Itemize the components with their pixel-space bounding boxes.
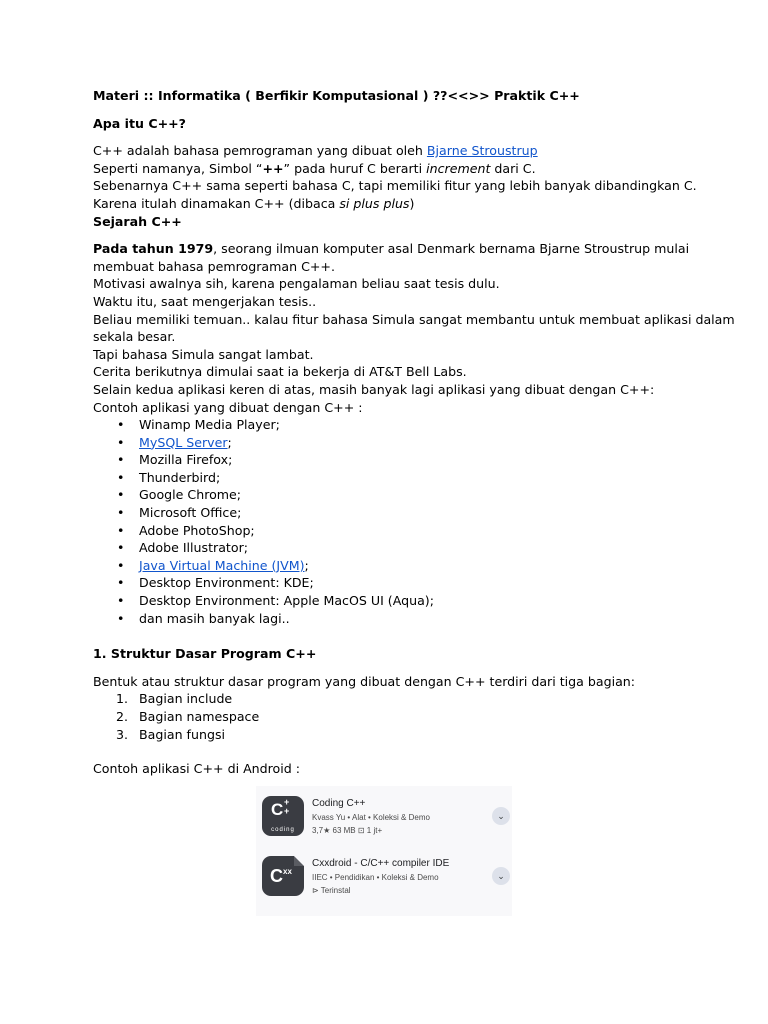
list-item [93,726,693,744]
intro-text: Karena itulah dinamakan C++ (dibaca [93,195,340,211]
list-number: 2. [116,709,129,724]
document-page [93,87,735,778]
cpp-apps-list [93,416,693,627]
history-line-10: Contoh aplikasi yang dibuat dengan C++ : [93,399,363,415]
intro-text: C++ adalah bahasa pemrograman yang dibuat oleh [93,143,427,159]
link-mysql-server[interactable]: MySQL Server [139,434,228,450]
bullet-icon: • [117,557,125,573]
intro-line-3: Sebenarnya C++ sama seperti bahasa C, tapi memiliki fitur yang lebih banyak dibandingkan C. [93,178,697,194]
list-item-text: Thunderbird; [139,469,221,485]
list-item [93,416,693,434]
history-line-9: Selain kedua aplikasi keren di atas, masih banyak lagi aplikasi yang dibuat dengan C++: [93,381,655,397]
list-item-text: Desktop Environment: Apple MacOS UI (Aqua); [139,593,434,609]
list-item [93,690,693,708]
list-item-text: Google Chrome; [139,487,242,503]
bullet-icon: • [117,593,125,609]
bullet-icon: • [117,434,125,450]
list-item [93,469,693,487]
list-item [93,486,693,504]
list-item [93,434,693,452]
history-line-8: Cerita berikutnya dimulai saat ia bekerja di AT&T Bell Labs. [93,364,467,380]
intro-text: Seperti namanya, Simbol “ [93,160,263,176]
bullet-icon: • [117,469,125,485]
list-item [93,539,693,557]
history-line-5: Beliau memiliki temuan.. kalau fitur bahasa Simula sangat membantu untuk membuat aplikasi dalam [93,311,735,327]
heading-struktur: 1. Struktur Dasar Program C++ [93,646,317,662]
list-number: 3. [116,726,129,742]
bullet-icon: • [117,522,125,538]
history-line-6: sekala besar. [93,329,176,345]
app-meta: ⊳ Terinstal [312,886,351,895]
list-number: 1. [116,691,129,707]
heading-sejarah: Sejarah C++ [93,213,182,229]
cxxdroid-app-icon: C xx [262,856,304,896]
intro-text: ) [409,195,415,211]
list-item [93,708,693,726]
app-subtitle: IIEC • Pendidikan • Koleksi & Demo [312,873,439,882]
intro-text: dari C. [490,160,536,176]
intro-line-1 [93,142,693,160]
app-listing-coding-cpp[interactable] [262,796,506,840]
list-item-text: Bagian include [139,691,233,707]
list-item [93,574,693,592]
app-subtitle: Kvass Yu • Alat • Koleksi & Demo [312,813,430,822]
history-paragraph [93,240,735,416]
app-name: Cxxdroid - C/C++ compiler IDE [312,858,450,869]
intro-text: ” pada huruf C berarti [283,160,427,176]
list-item-text: Microsoft Office; [139,505,242,521]
bullet-icon: • [117,610,125,626]
chevron-down-icon[interactable]: ⌄ [492,807,510,825]
intro-line-2 [93,160,693,178]
list-item-text: Desktop Environment: KDE; [139,575,314,591]
increment-term: increment [426,160,491,176]
struktur-list [93,690,693,743]
android-label: Contoh aplikasi C++ di Android : [93,761,301,777]
intro-line-4 [93,195,693,213]
list-item-text: Adobe PhotoShop; [139,522,255,538]
app-name: Coding C++ [312,798,366,809]
history-line-4: Waktu itu, saat mengerjakan tesis.. [93,293,317,309]
history-line-1 [93,240,693,258]
list-item-text: Bagian fungsi [139,726,226,742]
list-item-text: dan masih banyak lagi.. [139,610,290,626]
year-highlight: Pada tahun 1979 [93,241,214,257]
list-item-suffix: ; [304,557,309,573]
bullet-icon: • [117,540,125,556]
struktur-intro: Bentuk atau struktur dasar program yang dibuat dengan C++ terdiri dari tiga bagian: [93,673,636,689]
list-item-text: Bagian namespace [139,709,260,724]
app-listing-cxxdroid[interactable] [262,856,506,900]
document-title: Materi :: Informatika ( Berfikir Komputasional ) ??<<>> Praktik C++ [93,88,580,103]
bullet-icon: • [117,505,125,521]
coding-cpp-app-icon: C + + coding [262,796,304,836]
history-line-3: Motivasi awalnya sih, karena pengalaman beliau saat tesis dulu. [93,276,500,292]
list-item [93,504,693,522]
history-text: , seorang ilmuan komputer asal Denmark bernama Bjarne Stroustrup mulai [213,241,690,257]
intro-paragraph [93,142,697,212]
bullet-icon: • [117,417,125,433]
list-item [93,557,693,575]
list-item [93,610,693,628]
link-bjarne-stroustrup[interactable]: Bjarne Stroustrup [426,143,538,159]
bullet-icon: • [117,452,125,468]
list-item-suffix: ; [227,434,232,450]
link-java-virtual-machine[interactable]: Java Virtual Machine (JVM) [139,557,305,573]
pronunciation: si plus plus [339,195,410,211]
history-line-7: Tapi bahasa Simula sangat lambat. [93,346,314,362]
bullet-icon: • [117,575,125,591]
bullet-icon: • [117,487,125,503]
app-meta: 3,7★ 63 MB ⊡ 1 jt+ [312,826,383,835]
chevron-down-icon[interactable]: ⌄ [492,867,510,885]
plus-plus-symbol: ++ [262,160,284,176]
list-item [93,592,693,610]
list-item-text: Adobe Illustrator; [139,540,248,556]
history-line-2: membuat bahasa pemrograman C++. [93,258,335,274]
list-item-text: Mozilla Firefox; [139,452,233,468]
list-item [93,451,693,469]
list-item [93,522,693,540]
list-item-text: Winamp Media Player; [139,417,280,433]
android-apps-screenshot [256,786,512,916]
heading-apa-itu: Apa itu C++? [93,115,186,131]
